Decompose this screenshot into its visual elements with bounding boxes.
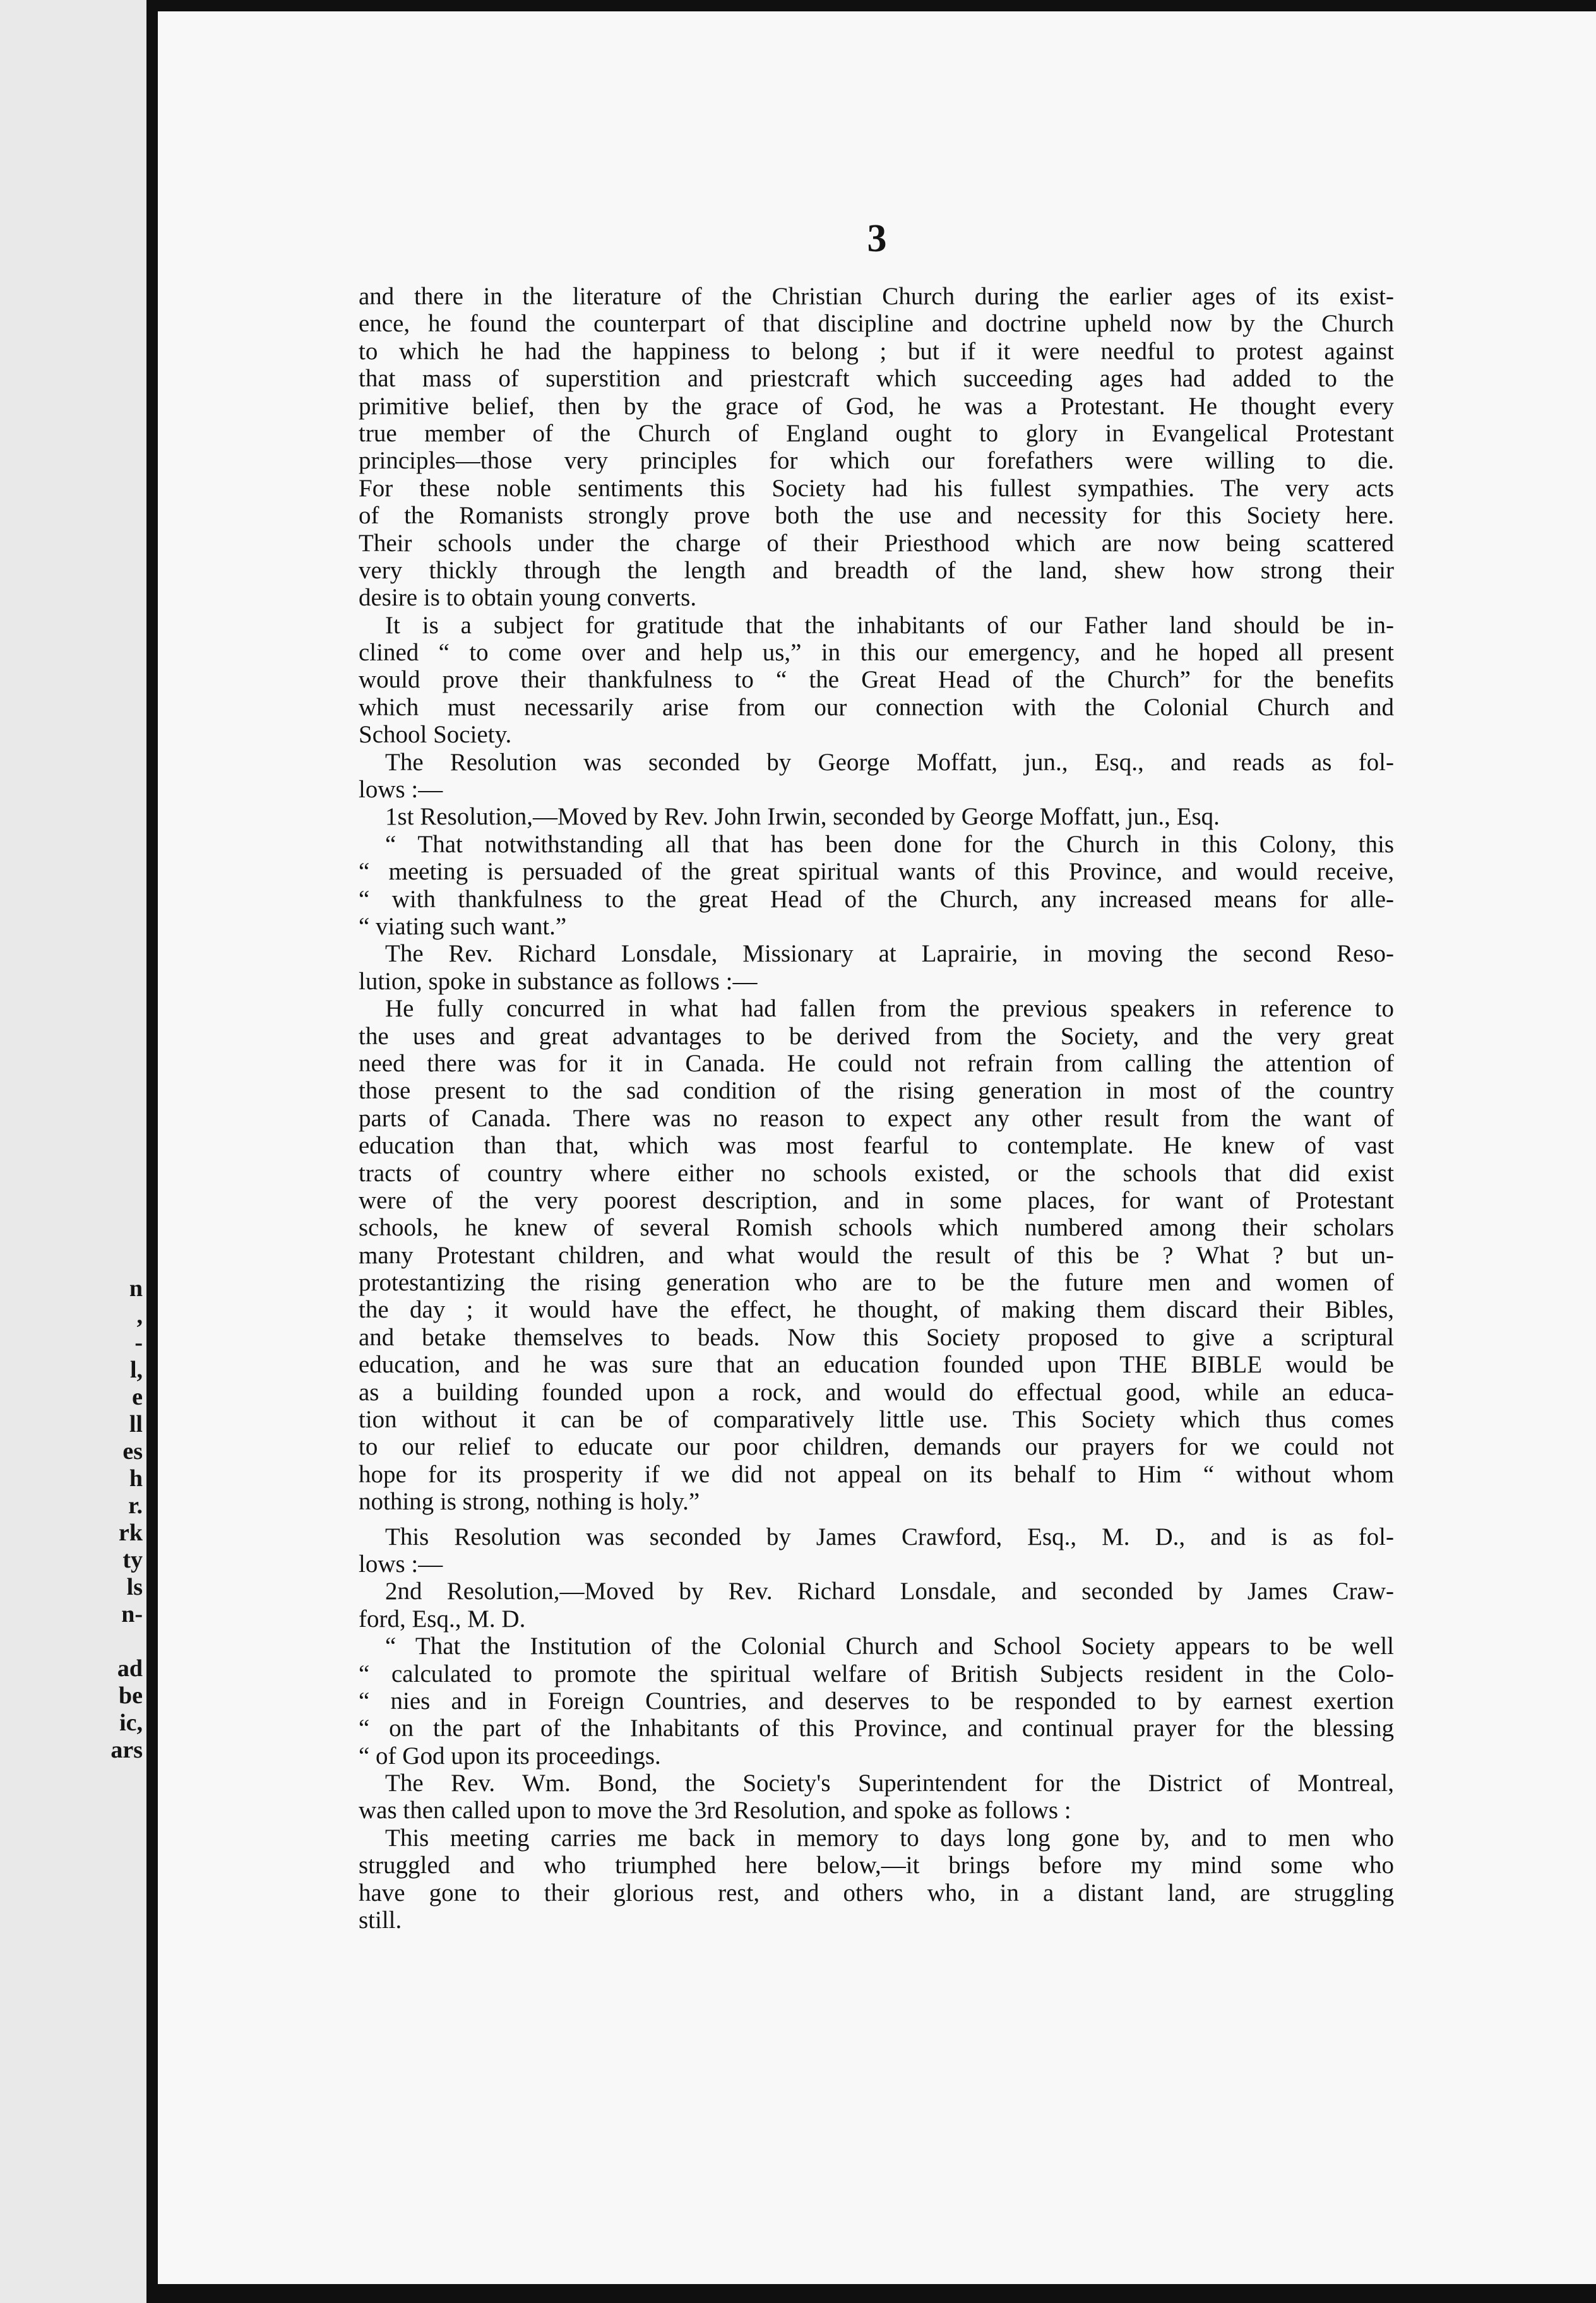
text-line: were of the very poorest description, and in some places, for want of Protestant bbox=[359, 1186, 1394, 1214]
text-line: true member of the Church of England ought to glory in Evangelical Protestant bbox=[359, 419, 1394, 447]
previous-page-fragment: r. bbox=[128, 1492, 143, 1519]
text-line: 1st Resolution,—Moved by Rev. John Irwin, seconded by George Moffatt, jun., Esq. bbox=[385, 803, 1220, 831]
text-line: “ of God upon its proceedings. bbox=[359, 1742, 661, 1770]
text-line: protestantizing the rising generation who are to be the future men and women of bbox=[359, 1269, 1394, 1297]
text-line: primitive belief, then by the grace of God, he was a Protestant. He thought every bbox=[359, 392, 1394, 420]
text-line: would prove their thankfulness to “ the Great Head of the Church” for the benefits bbox=[359, 666, 1394, 694]
text-line: need there was for it in Canada. He could not refrain from calling the attention of bbox=[359, 1049, 1394, 1077]
paragraph bbox=[359, 1824, 1394, 1934]
paragraph bbox=[359, 1523, 1394, 1578]
text-line: 2nd Resolution,—Moved by Rev. Richard Lonsdale, and seconded by James Craw- bbox=[385, 1578, 1394, 1605]
text-line: that mass of superstition and priestcraft which succeeding ages had added to the bbox=[359, 365, 1394, 393]
previous-page-fragment: ls bbox=[126, 1574, 143, 1600]
text-line: still. bbox=[359, 1907, 402, 1934]
previous-page-fragment: n- bbox=[121, 1601, 143, 1628]
previous-page-fragment: e bbox=[132, 1384, 143, 1410]
text-line: and betake themselves to beads. Now this Society proposed to give a scriptural bbox=[359, 1323, 1394, 1351]
text-line: clined “ to come over and help us,” in this our emergency, and he hoped all present bbox=[359, 639, 1394, 667]
text-line: principles—those very principles for which our forefathers were willing to die. bbox=[359, 447, 1394, 475]
text-line: which must necessarily arise from our connection with the Colonial Church and bbox=[359, 693, 1394, 721]
paragraph bbox=[359, 803, 1394, 830]
text-line: struggled and who triumphed here below,—it brings before my mind some who bbox=[359, 1852, 1394, 1879]
text-line: of the Romanists strongly prove both the use and necessity for this Society here. bbox=[359, 502, 1394, 530]
previous-page-fragment: ic, bbox=[119, 1710, 143, 1736]
text-line: “ meeting is persuaded of the great spiritual wants of this Province, and would receive, bbox=[359, 858, 1394, 886]
previous-page-fragment: ad bbox=[117, 1655, 143, 1682]
text-line: tracts of country where either no schools existed, or the schools that did exist bbox=[359, 1159, 1394, 1187]
text-line: the uses and great advantages to be derived from the Society, and the very great bbox=[359, 1022, 1394, 1050]
text-line: It is a subject for gratitude that the inhabitants of our Father land should be in- bbox=[385, 611, 1394, 639]
previous-page-fragment: es bbox=[122, 1438, 143, 1465]
text-line: This meeting carries me back in memory to days long gone by, and to men who bbox=[385, 1824, 1394, 1852]
text-line: This Resolution was seconded by James Crawford, Esq., M. D., and is as fol- bbox=[385, 1523, 1394, 1550]
text-line: He fully concurred in what had fallen from the previous speakers in reference to bbox=[385, 995, 1394, 1023]
text-line: The Resolution was seconded by George Moffatt, jun., Esq., and reads as fol- bbox=[385, 748, 1394, 776]
previous-page-fragment: ll bbox=[129, 1411, 143, 1437]
text-line: was then called upon to move the 3rd Resolution, and spoke as follows : bbox=[359, 1797, 1071, 1824]
text-line: hope for its prosperity if we did not appeal on its behalf to Him “ without whom bbox=[359, 1460, 1394, 1488]
paragraph bbox=[359, 1578, 1394, 1633]
document-page bbox=[158, 11, 1596, 2284]
text-line: School Society. bbox=[359, 721, 512, 749]
text-line: those present to the sad condition of the rising generation in most of the country bbox=[359, 1077, 1394, 1105]
text-line: as a building founded upon a rock, and would do effectual good, while an educa- bbox=[359, 1378, 1394, 1406]
text-line: “ on the part of the Inhabitants of this Province, and continual prayer for the blessing bbox=[359, 1715, 1394, 1742]
text-line: The Rev. Wm. Bond, the Society's Superintendent for the District of Montreal, bbox=[385, 1770, 1394, 1797]
text-line: have gone to their glorious rest, and others who, in a distant land, are struggling bbox=[359, 1879, 1394, 1907]
previous-page-fragment: l, bbox=[129, 1357, 143, 1383]
paragraph bbox=[359, 831, 1394, 941]
previous-page-fragment: ty bbox=[122, 1547, 143, 1573]
previous-page-text-fragments bbox=[98, 1275, 143, 1764]
previous-page-fragment: , bbox=[136, 1302, 143, 1329]
previous-page-fragment: h bbox=[129, 1465, 143, 1492]
text-line: lows :— bbox=[359, 1550, 443, 1578]
paragraph bbox=[359, 612, 1394, 749]
previous-page-fragment: ars bbox=[110, 1737, 143, 1763]
text-line: parts of Canada. There was no reason to expect any other result from the want of bbox=[359, 1104, 1394, 1132]
previous-page-fragment: be bbox=[119, 1682, 143, 1709]
text-line: “ with thankfulness to the great Head of the Church, any increased means for alle- bbox=[359, 885, 1394, 913]
text-line: tion without it can be of comparatively little use. This Society which thus comes bbox=[359, 1406, 1394, 1434]
paragraph bbox=[359, 995, 1394, 1515]
previous-page-fragment: rk bbox=[119, 1520, 143, 1546]
text-line: “ That notwithstanding all that has been done for the Church in this Colony, this bbox=[385, 830, 1394, 858]
text-line: education, and he was sure that an education founded upon THE BIBLE would be bbox=[359, 1351, 1394, 1379]
text-line: nothing is strong, nothing is holy.” bbox=[359, 1488, 700, 1516]
text-line: desire is to obtain young converts. bbox=[359, 584, 697, 612]
text-line: “ That the Institution of the Colonial Church and School Society appears to be well bbox=[385, 1633, 1394, 1660]
paragraph bbox=[359, 283, 1394, 612]
text-line: The Rev. Richard Lonsdale, Missionary at Laprairie, in moving the second Reso- bbox=[385, 940, 1394, 968]
page-number: 3 bbox=[867, 217, 887, 260]
text-line: and there in the literature of the Christian Church during the earlier ages of its exist- bbox=[359, 283, 1394, 310]
paragraph bbox=[359, 940, 1394, 995]
text-line: ford, Esq., M. D. bbox=[359, 1605, 526, 1633]
text-line: very thickly through the length and breadth of the land, shew how strong their bbox=[359, 556, 1394, 584]
paragraph bbox=[359, 749, 1394, 804]
text-line: lows :— bbox=[359, 776, 443, 804]
text-line: Their schools under the charge of their Priesthood which are now being scattered bbox=[359, 529, 1394, 557]
text-line: lution, spoke in substance as follows :— bbox=[359, 967, 758, 995]
text-line: education than that, which was most fearful to contemplate. He knew of vast bbox=[359, 1132, 1394, 1160]
previous-page-fragment: - bbox=[134, 1330, 143, 1356]
text-line: “ calculated to promote the spiritual welfare of British Subjects resident in the Colo- bbox=[359, 1660, 1394, 1687]
text-line: the day ; it would have the effect, he thought, of making them discard their Bibles, bbox=[359, 1296, 1394, 1324]
text-line: many Protestant children, and what would the result of this be ? What ? but un- bbox=[359, 1241, 1394, 1269]
previous-page-fragment bbox=[98, 1628, 143, 1655]
text-line: schools, he knew of several Romish schools which numbered among their scholars bbox=[359, 1214, 1394, 1242]
text-line: to our relief to educate our poor children, demands our prayers for we could not bbox=[359, 1433, 1394, 1461]
previous-page-fragment: n bbox=[129, 1275, 143, 1302]
text-line: “ viating such want.” bbox=[359, 912, 567, 940]
previous-page-edge bbox=[0, 0, 146, 2303]
text-line: ence, he found the counterpart of that discipline and doctrine upheld now by the Church bbox=[359, 310, 1394, 338]
text-line: For these noble sentiments this Society had his fullest sympathies. The very acts bbox=[359, 474, 1394, 502]
body-text bbox=[359, 283, 1394, 1934]
text-line: to which he had the happiness to belong ; but if it were needful to protest against bbox=[359, 337, 1394, 365]
paragraph bbox=[359, 1633, 1394, 1770]
paragraph bbox=[359, 1770, 1394, 1824]
text-line: “ nies and in Foreign Countries, and deserves to be responded to by earnest exertion bbox=[359, 1687, 1394, 1715]
